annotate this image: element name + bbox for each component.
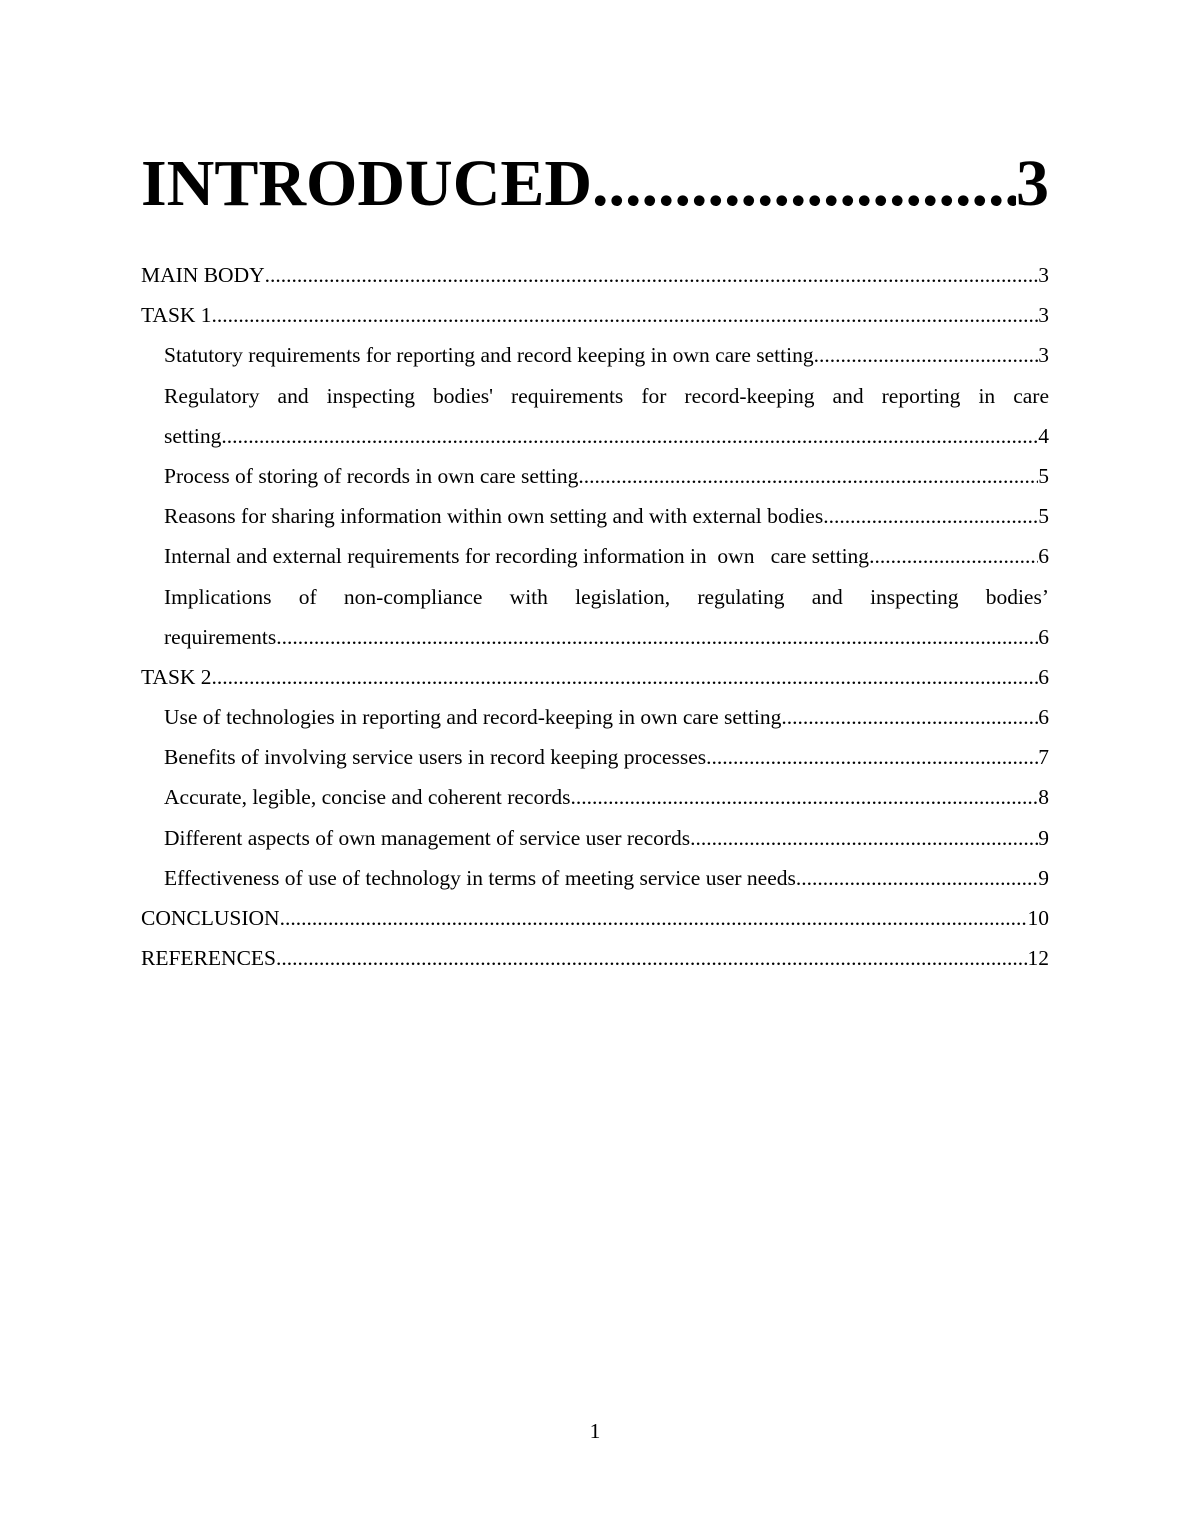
toc-entry-label-line-1: Regulatory and inspecting bodies' requirements for record-keeping and reporting in care <box>164 383 1049 408</box>
toc-entry-statutory-requirements[interactable] <box>141 335 1049 375</box>
toc-entry-accurate-records[interactable] <box>141 777 1049 817</box>
dot-leader <box>796 858 1038 898</box>
toc-entry-label: Benefits of involving service users in record keeping processes <box>164 745 707 770</box>
dot-leader <box>212 295 1039 335</box>
toc-entry-page: 3 <box>1038 303 1049 328</box>
dot-leader <box>578 456 1038 496</box>
heading-text: INTRODUCED <box>141 147 593 220</box>
page-number-footer: 1 <box>589 1419 601 1443</box>
toc-entry-label: REFERENCES <box>141 946 276 971</box>
toc-entry-task-2[interactable] <box>141 657 1049 697</box>
toc-entry-internal-external-requirements[interactable] <box>141 536 1049 576</box>
toc-entry-page: 7 <box>1038 745 1049 770</box>
toc-entry-label: Reasons for sharing information within own setting and with external bodies <box>164 504 824 529</box>
toc-heading[interactable] <box>141 146 1049 222</box>
toc-entry-sharing-information[interactable] <box>141 496 1049 536</box>
toc-entry-page: 5 <box>1038 504 1049 529</box>
toc-entry-management-aspects[interactable] <box>141 818 1049 858</box>
toc-entry-page: 12 <box>1027 946 1049 971</box>
toc-entry-benefits-involving-users[interactable] <box>141 737 1049 777</box>
toc-entry-page: 3 <box>1038 263 1049 287</box>
toc-entry-label-line-2: setting <box>164 423 222 448</box>
toc-entry-label: TASK 2 <box>141 664 212 689</box>
toc-entry-page: 9 <box>1038 825 1049 850</box>
dot-leader <box>276 938 1028 978</box>
toc-entry-task-1[interactable] <box>141 295 1049 335</box>
toc-entry-label: Statutory requirements for reporting and record keeping in own care setting <box>164 343 814 368</box>
toc-entry-label-line-1: Implications of non-compliance with legislation, regulating and inspecting bodies’ <box>164 584 1049 609</box>
dot-leader <box>265 255 1039 295</box>
dot-leader <box>212 657 1039 697</box>
toc-entry-label: Accurate, legible, concise and coherent records <box>164 785 571 810</box>
toc-entry-storing-records[interactable] <box>141 456 1049 496</box>
toc-entry-label: Use of technologies in reporting and record-keeping in own care setting <box>164 705 782 730</box>
toc-entry-page: 6 <box>1038 624 1049 649</box>
toc-entry-regulatory-requirements[interactable] <box>141 376 1049 456</box>
table-of-contents <box>141 255 1049 978</box>
heading-leader <box>592 146 1016 222</box>
toc-entry-technology-effectiveness[interactable] <box>141 858 1049 898</box>
toc-entry-label: Internal and external requirements for recording information in own care setting <box>164 544 870 569</box>
toc-entry-page: 6 <box>1038 705 1049 730</box>
toc-entry-implications-non-compliance[interactable] <box>141 577 1049 657</box>
dot-leader <box>814 335 1039 375</box>
dot-leader <box>869 536 1038 576</box>
toc-entry-page: 3 <box>1038 343 1049 368</box>
toc-entry-use-of-technologies[interactable] <box>141 697 1049 737</box>
dot-leader <box>280 898 1028 938</box>
dot-leader <box>690 818 1038 858</box>
toc-entry-page: 6 <box>1038 664 1049 689</box>
dot-leader <box>221 416 1038 456</box>
dot-leader <box>823 496 1038 536</box>
dot-leader <box>276 617 1038 657</box>
dot-leader <box>781 697 1038 737</box>
toc-entry-label: Effectiveness of use of technology in terms of meeting service user needs <box>164 865 796 890</box>
toc-entry-label: Different aspects of own management of service user records <box>164 825 691 850</box>
toc-entry-page: 4 <box>1038 423 1049 448</box>
toc-entry-page: 10 <box>1027 906 1049 930</box>
toc-entry-label: Process of storing of records in own care setting <box>164 463 579 488</box>
toc-entry-page: 5 <box>1038 463 1049 488</box>
toc-entry-label: TASK 1 <box>141 303 212 328</box>
toc-entry-page: 6 <box>1038 544 1049 569</box>
toc-entry-page: 8 <box>1038 785 1049 810</box>
toc-entry-page: 9 <box>1038 865 1049 890</box>
toc-entry-main-body[interactable] <box>141 255 1049 295</box>
toc-entry-label: MAIN BODY <box>141 263 265 287</box>
toc-entry-label-line-2: requirements <box>164 624 277 649</box>
dot-leader <box>571 777 1039 817</box>
toc-entry-conclusion[interactable] <box>141 898 1049 938</box>
toc-entry-label: CONCLUSION <box>141 906 280 930</box>
toc-entry-references[interactable] <box>141 938 1049 978</box>
heading-page-number: 3 <box>1016 147 1049 220</box>
dot-leader <box>706 737 1038 777</box>
